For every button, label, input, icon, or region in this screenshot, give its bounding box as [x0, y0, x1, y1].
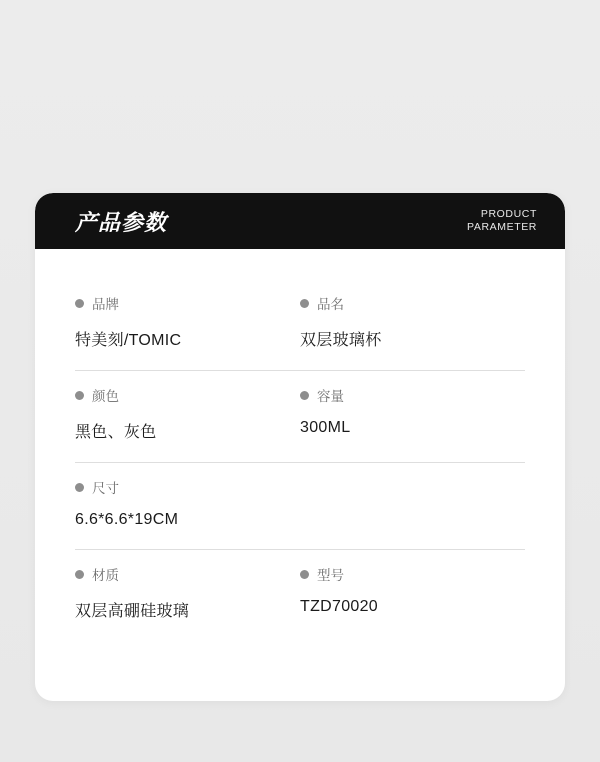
- table-row: [75, 550, 525, 641]
- spec-cell-material: [75, 550, 300, 641]
- spec-value-capacity: 300ML: [300, 419, 351, 436]
- spec-value-product-name: 双层玻璃杯: [300, 332, 382, 349]
- bullet-icon: [300, 570, 309, 579]
- table-row: [75, 371, 525, 463]
- table-row: [75, 279, 525, 371]
- spec-label-text: 容量: [317, 389, 344, 404]
- spec-cell-empty: [300, 463, 525, 549]
- spec-label-text: 材质: [92, 568, 119, 583]
- card-subtitle: [467, 208, 537, 234]
- spec-value-color: 黑色、灰色: [75, 424, 157, 441]
- spec-label-brand: [75, 293, 300, 313]
- spec-label-material: [75, 564, 300, 584]
- spec-label-text: 型号: [317, 568, 344, 583]
- product-parameter-card: [35, 193, 565, 701]
- card-title: 产品参数: [75, 209, 168, 235]
- spec-value-size: 6.6*6.6*19CM: [75, 511, 179, 528]
- spec-cell-model: [300, 550, 525, 641]
- spec-label-capacity: [300, 385, 525, 405]
- bullet-icon: [75, 483, 84, 492]
- spec-table: [35, 249, 565, 701]
- bullet-icon: [75, 299, 84, 308]
- spec-cell-product-name: [300, 279, 525, 370]
- spec-label-product-name: [300, 293, 525, 313]
- spec-label-text: 品名: [317, 297, 344, 312]
- bullet-icon: [300, 299, 309, 308]
- spec-value-brand: 特美刻/TOMIC: [75, 332, 182, 349]
- spec-value-material: 双层高硼硅玻璃: [75, 603, 190, 620]
- spec-label-model: [300, 564, 525, 584]
- spec-value-model: TZD70020: [300, 598, 378, 615]
- spec-label-text: 颜色: [92, 389, 119, 404]
- spec-label-text: 品牌: [92, 297, 119, 312]
- spec-label-size: [75, 477, 300, 497]
- spec-cell-size: [75, 463, 300, 549]
- bullet-icon: [300, 391, 309, 400]
- spec-cell-capacity: [300, 371, 525, 462]
- card-subtitle-line-2: PARAMETER: [467, 221, 537, 233]
- bullet-icon: [75, 391, 84, 400]
- spec-label-text: 尺寸: [92, 481, 119, 496]
- card-header: [35, 193, 565, 249]
- card-subtitle-line-1: PRODUCT: [480, 208, 537, 220]
- bullet-icon: [75, 570, 84, 579]
- spec-cell-color: [75, 371, 300, 462]
- spec-cell-brand: [75, 279, 300, 370]
- spec-label-color: [75, 385, 300, 405]
- table-row: [75, 463, 525, 550]
